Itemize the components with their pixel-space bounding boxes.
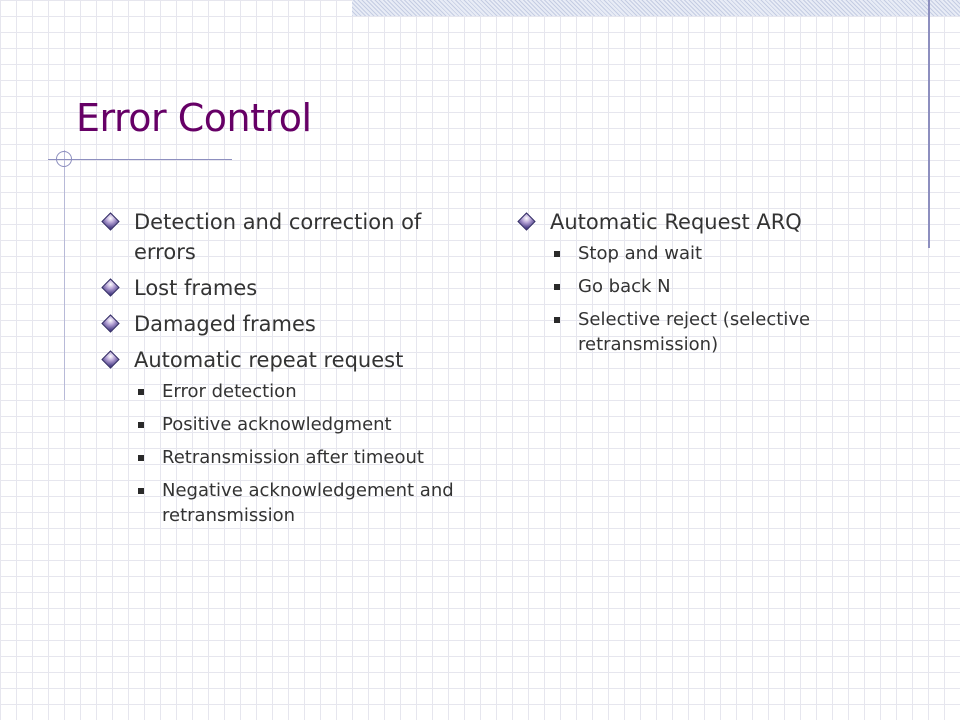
diamond-bullet-icon <box>101 314 119 332</box>
sub-bullet-list <box>134 379 480 528</box>
square-bullet-icon <box>138 389 144 395</box>
bullet-text: Detection and correction of errors <box>134 210 422 264</box>
sub-bullet-item <box>550 307 896 357</box>
sub-bullet-text: Error detection <box>162 381 297 402</box>
bullet-text: Lost frames <box>134 276 258 300</box>
sub-bullet-list <box>550 241 896 357</box>
sub-bullet-item <box>134 412 480 437</box>
left-bullet-list <box>100 207 480 528</box>
slide-title: Error Control <box>76 96 312 140</box>
square-bullet-icon <box>138 422 144 428</box>
decorative-corner-band <box>352 0 960 16</box>
sub-bullet-text: Retransmission after timeout <box>162 447 424 468</box>
square-bullet-icon <box>138 488 144 494</box>
right-bullet-list <box>516 207 896 357</box>
decorative-vertical-line-left <box>64 150 65 400</box>
square-bullet-icon <box>554 284 560 290</box>
diamond-bullet-icon <box>101 350 119 368</box>
bullet-text: Automatic repeat request <box>134 348 404 372</box>
diamond-bullet-icon <box>517 212 535 230</box>
bullet-item <box>100 309 480 339</box>
bullet-item <box>100 273 480 303</box>
right-column <box>516 207 896 365</box>
sub-bullet-item <box>550 241 896 266</box>
bullet-item <box>100 207 480 267</box>
bullet-text: Damaged frames <box>134 312 316 336</box>
sub-bullet-text: Selective reject (selective retransmission) <box>578 309 811 355</box>
sub-bullet-text: Stop and wait <box>578 243 703 264</box>
square-bullet-icon <box>554 317 560 323</box>
sub-bullet-item <box>134 478 480 528</box>
diamond-bullet-icon <box>101 212 119 230</box>
square-bullet-icon <box>554 251 560 257</box>
decorative-circle <box>56 151 72 167</box>
diamond-bullet-icon <box>101 278 119 296</box>
sub-bullet-text: Go back N <box>578 276 671 297</box>
decorative-vertical-line-right <box>928 0 930 248</box>
sub-bullet-text: Positive acknowledgment <box>162 414 392 435</box>
sub-bullet-item <box>134 379 480 404</box>
bullet-item <box>100 345 480 528</box>
bullet-text: Automatic Request ARQ <box>550 210 802 234</box>
sub-bullet-text: Negative acknowledgement and retransmission <box>162 480 454 526</box>
bullet-item <box>516 207 896 357</box>
decorative-title-underline <box>48 159 232 160</box>
sub-bullet-item <box>134 445 480 470</box>
left-column <box>100 207 480 536</box>
sub-bullet-item <box>550 274 896 299</box>
square-bullet-icon <box>138 455 144 461</box>
